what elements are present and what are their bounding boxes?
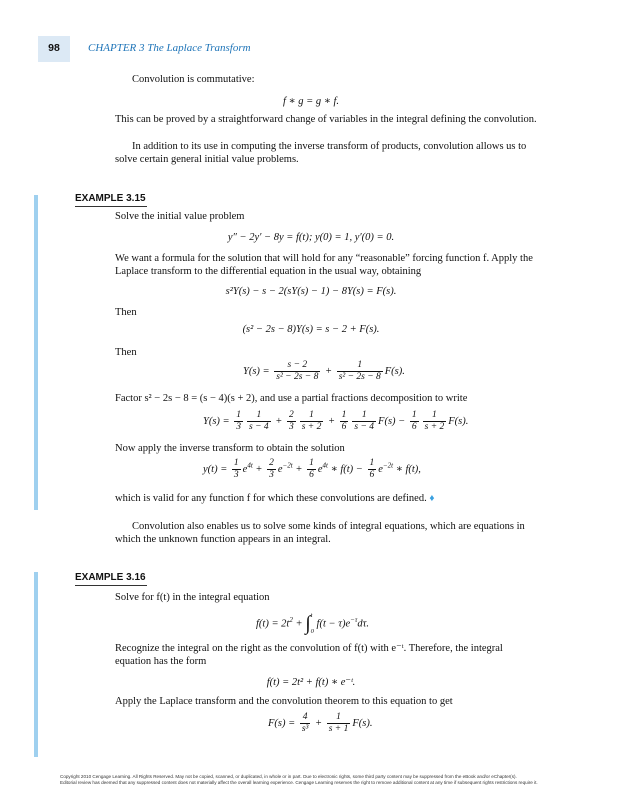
example-3-16-p2: Recognize the integral on the right as the convolution of f(t) with e⁻ᵗ. Therefore, the integral equation has the form <box>115 643 503 667</box>
intro-line: Convolution is commutative: <box>132 74 255 85</box>
copyright-notice <box>60 774 570 786</box>
copyright-line-2: Editorial review has deemed that any suppressed content does not materially affect the overall learning experience. Cengage Learning reserves the right to remove additional content at any time if subsequent rights restrictions require it. <box>60 780 538 785</box>
intro-para1: This can be proved by a straightforward change of variables in the integral defining the convolution. <box>115 114 537 125</box>
eq-partial-fractions: Y(s) = $\frac{1}{3}$ $\frac{1}{s - 4}$ + $\frac{2}{3}$ $\frac{1}{s + 2}$ + $\frac{1}{6}$ $\frac{1}{s - 4}$ F(s) − $\frac{1}{6}$ $\frac{1}{s + 2}$ F(s). <box>203 410 469 432</box>
eq-fs: F(s) = $\frac{4}{\text{s³}}$ + $\frac{1}{s + 1}$ F(s). <box>268 712 373 734</box>
example-3-15-p2: We want a formula for the solution that will hold for any “reasonable” forcing function f. Apply the Laplace transform to the differential equation in the usual way, obtaining <box>115 253 533 277</box>
example-rule <box>75 206 147 207</box>
then-label-2: Then <box>115 347 137 358</box>
example-sidebar-bar <box>34 572 38 757</box>
copyright-line-1: Copyright 2010 Cengage Learning. All Rights Reserved. May not be copied, scanned, or duplicated, in whole or in part. Due to electronic rights, some third party content may be suppressed from the eBook and/or eChapter(s). <box>60 774 517 779</box>
example-3-15-p5-text: which is valid for any function f for which these convolutions are defined. <box>115 493 427 504</box>
eq-commutative: f ∗ g = g ∗ f. <box>282 96 340 107</box>
example-3-15-p3: Factor s² − 2s − 8 = (s − 4)(s + 2), and use a partial fractions decomposition to write <box>115 393 468 404</box>
intro-para2: In addition to its use in computing the inverse transform of products, convolution allows us to solve certain general initial value problems. <box>115 141 527 165</box>
eq-integral: $f(t) = 2t^2$ + ∫ t 0 $f(t - \tau)e^{-\tau}d\tau$. <box>256 612 370 635</box>
example-rule <box>75 585 147 586</box>
chapter-title: CHAPTER 3 The Laplace Transform <box>88 42 251 54</box>
page-number: 98 <box>48 42 60 54</box>
eq-ivp: y″ − 2y′ − 8y = f(t); y(0) = 1, y′(0) = 0. <box>227 232 395 243</box>
then-label-1: Then <box>115 307 137 318</box>
example-3-15-label: EXAMPLE 3.15 <box>75 193 146 204</box>
eq-form: f(t) = 2t² + f(t) ∗ e⁻ᵗ. <box>266 677 356 688</box>
eq-transformed: s²Y(s) − s − 2(sY(s) − 1) − 8Y(s) = F(s). <box>225 286 397 297</box>
example-3-16-p3: Apply the Laplace transform and the convolution theorem to this equation to get <box>115 696 453 707</box>
bridge-paragraph: Convolution also enables us to solve some kinds of integral equations, which are equations in which the unknown function appears in an integral. <box>115 521 525 545</box>
example-3-16-label: EXAMPLE 3.16 <box>75 572 146 583</box>
eq-then-1: (s² − 2s − 8)Y(s) = s − 2 + F(s). <box>242 324 380 335</box>
eq-solution: y(t) = $\frac{1}{3}$ $e^{4t}$ + $\frac{2}{3}$ $e^{-2t}$ + $\frac{1}{6}$ $e^{4t}$ ∗ f(t) − $\frac{1}{6}$ $e^{-2t}$ ∗ f(t), <box>203 458 421 480</box>
example-3-15-p1: Solve the initial value problem <box>115 211 245 222</box>
end-of-example-icon: ♦ <box>429 493 435 504</box>
eq-ys-fractions: Y(s) = $\frac{s - 2}{\text{s² − 2s − 8}}$ + $\frac{1}{\text{s² − 2s − 8}}$ F(s). <box>243 360 405 382</box>
example-3-16-p1: Solve for f(t) in the integral equation <box>115 592 270 603</box>
example-3-15-p4: Now apply the inverse transform to obtain the solution <box>115 443 345 454</box>
example-3-15-p5 <box>115 492 537 505</box>
